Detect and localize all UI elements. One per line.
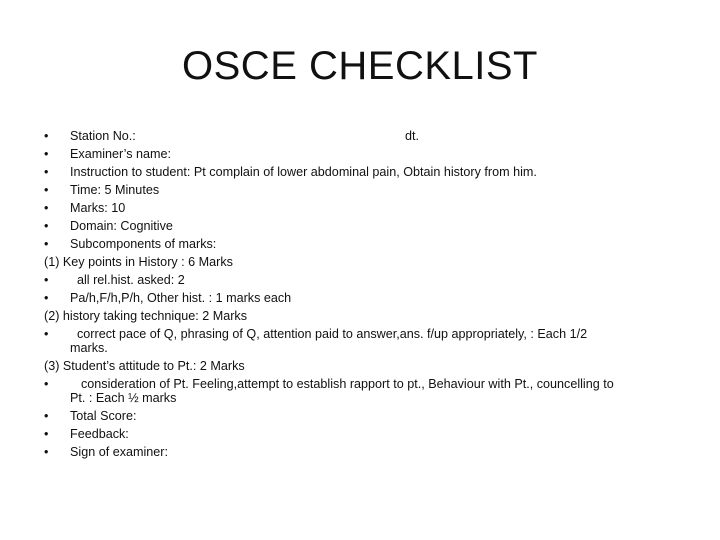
bullet-icon: • — [44, 201, 49, 215]
section-key-points — [44, 253, 684, 271]
consideration-continuation: Pt. : Each ½ marks — [70, 391, 177, 405]
correct-pace-continuation: marks. — [70, 341, 108, 355]
feedback-label: Feedback: — [70, 427, 129, 441]
bullet-icon: • — [44, 327, 49, 341]
list-item-correct-pace — [44, 325, 684, 355]
attitude-heading: (3) Student’s attitude to Pt.: 2 Marks — [44, 359, 245, 373]
checklist-body — [44, 127, 684, 461]
bullet-icon: • — [44, 237, 49, 251]
bullet-icon: • — [44, 183, 49, 197]
date-label: dt. — [405, 129, 420, 143]
bullet-icon: • — [44, 129, 49, 143]
total-score-label: Total Score: — [70, 409, 137, 423]
list-item-total-score — [44, 407, 684, 425]
bullet-icon: • — [44, 445, 49, 459]
list-item-station — [44, 127, 684, 145]
list-item-subcomponents — [44, 235, 684, 253]
list-item-pa-h — [44, 289, 684, 307]
domain-text: Domain: Cognitive — [70, 219, 173, 233]
bullet-icon: • — [44, 273, 49, 287]
list-item-sign — [44, 443, 684, 461]
list-item-instruction — [44, 163, 684, 181]
list-item-consideration — [44, 375, 684, 405]
page-title: OSCE CHECKLIST — [182, 44, 538, 88]
bullet-icon: • — [44, 219, 49, 233]
bullet-icon: • — [44, 377, 49, 391]
list-item-time — [44, 181, 684, 199]
examiner-label: Examiner’s name: — [70, 147, 172, 161]
time-text: Time: 5 Minutes — [70, 183, 160, 197]
list-item-all-rel — [44, 271, 684, 289]
station-label: Station No.: — [70, 129, 136, 143]
subcomponents-text: Subcomponents of marks: — [70, 237, 217, 251]
bullet-icon: • — [44, 409, 49, 423]
bullet-icon: • — [44, 147, 49, 161]
consideration-text: consideration of Pt. Feeling,attempt to establish rapport to pt., Behaviour with Pt., councelling to — [81, 377, 614, 391]
bullet-icon: • — [44, 291, 49, 305]
instruction-text: Instruction to student: Pt complain of lower abdominal pain, Obtain history from him. — [70, 165, 537, 179]
bullet-icon: • — [44, 165, 49, 179]
correct-pace-text: correct pace of Q, phrasing of Q, attention paid to answer,ans. f/up appropriately, : Each 1/2 — [77, 327, 588, 341]
bullet-icon: • — [44, 427, 49, 441]
pa-h-text: Pa/h,F/h,P/h, Other hist. : 1 marks each — [70, 291, 292, 305]
marks-text: Marks: 10 — [70, 201, 126, 215]
list-item-examiner — [44, 145, 684, 163]
section-technique — [44, 307, 684, 325]
sign-label: Sign of examiner: — [70, 445, 169, 459]
list-item-domain — [44, 217, 684, 235]
all-rel-text: all rel.hist. asked: 2 — [77, 273, 185, 287]
technique-heading: (2) history taking technique: 2 Marks — [44, 309, 247, 323]
key-points-heading: (1) Key points in History : 6 Marks — [44, 255, 233, 269]
list-item-feedback — [44, 425, 684, 443]
list-item-marks — [44, 199, 684, 217]
section-attitude — [44, 357, 684, 375]
